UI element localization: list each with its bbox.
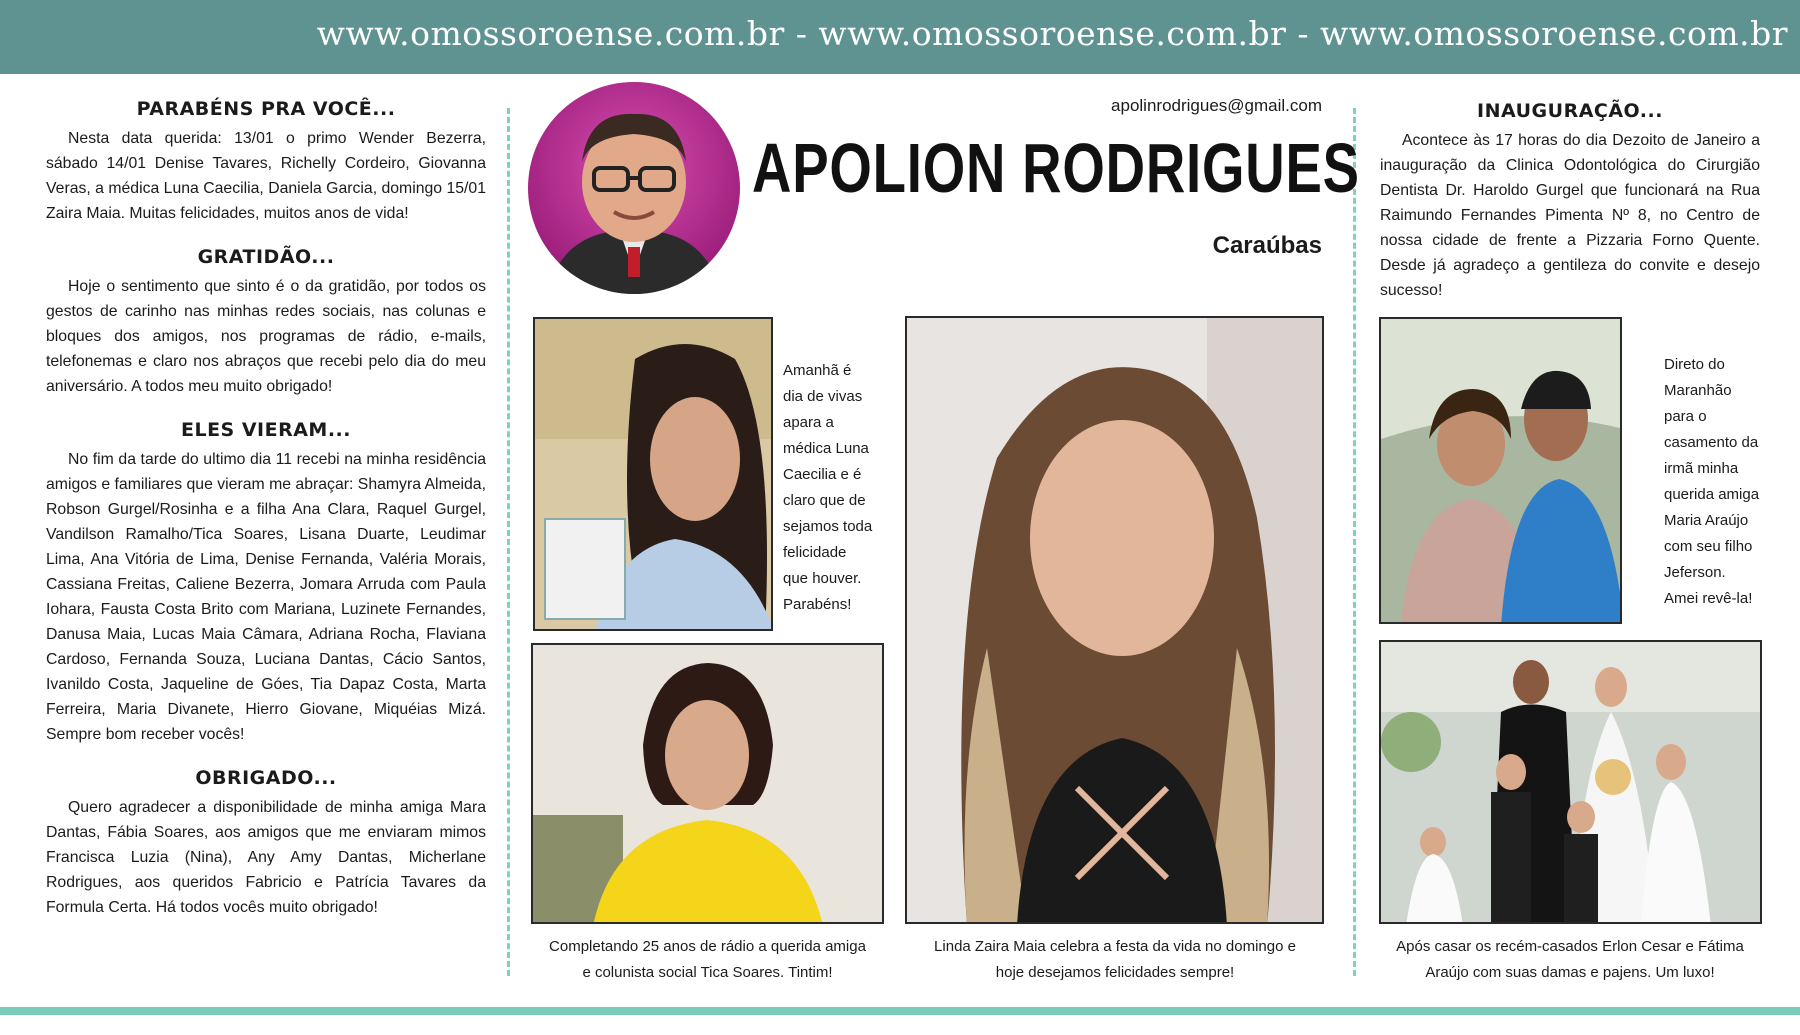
top-banner xyxy=(0,0,1800,74)
caption-maria: Direto do Maranhão para o casamento da irmã minha querida amiga Maria Araújo com seu filho Jeferson. Amei revê-la! xyxy=(1664,356,1760,607)
photo-tica xyxy=(531,643,884,924)
photo-zaira xyxy=(905,316,1324,924)
photo-maria xyxy=(1379,317,1622,624)
section-title: ELES VIERAM... xyxy=(180,419,351,441)
section-body: No fim da tarde do ultimo dia 11 recebi na minha residência amigos e familiares que vieram me abraçar: Shamyra Almeida, Robson Gurgel/Rosinha e a filha Ana Clara, Raquel Gurgel, Vandilson Ramalho/Tica Soares, Lisana Duarte, Leudimar Lima, Ana Vitória de Lima, Denise Fernanda, Valéria Morais, Cassiana Freitas, Caliene Bezerra, Jomara Arruda com Paula Iohara, Fausta Costa Brito com Mariana, Luzinete Fernandes, Danusa Maia, Lucas Maia Câmara, Adriana Rocha, Flaviana Cardoso, Fernanda Souza, Luciana Dantas, Cácio Santos, Ivanildo Costa, Jaqueline de Góes, Tia Dapaz Costa, Marta Ferreira, Maria Divanete, Hierro Giovane, Miquéias Mizá. Sempre bom receber vocês! xyxy=(46,451,486,743)
section-gratitude xyxy=(46,246,486,399)
section-title: OBRIGADO... xyxy=(195,767,337,789)
section-body: Acontece às 17 horas do dia Dezoito de Janeiro a inauguração da Clinica Odontológica do Cirurgião Dentista Dr. Haroldo Gurgel que funcionará na Rua Raimundo Fernandes Pimenta Nº 8, no Centro de nossa cidade de frente a Pizzaria Forno Quente. Desde já agradeço a gentileza do convite e desejo sucesso! xyxy=(1380,132,1760,299)
bottom-accent-line xyxy=(0,1007,1800,1015)
left-column xyxy=(46,98,486,940)
section-title: PARABÉNS PRA VOCÊ... xyxy=(136,98,396,120)
photo-wedding xyxy=(1379,640,1762,924)
right-column xyxy=(1380,100,1760,323)
photo-luna xyxy=(533,317,773,631)
caption-tica: Completando 25 anos de rádio a querida amiga e colunista social Tica Soares. Tintim! xyxy=(549,938,866,981)
section-thanks xyxy=(46,767,486,920)
columnist-name: APOLION RODRIGUES xyxy=(752,129,1360,207)
columnist-email: apolinrodrigues@gmail.com xyxy=(1111,96,1322,115)
section-body: Hoje o sentimento que sinto é o da gratidão, por todos os gestos de carinho nas minhas redes sociais, nas colunas e bloques dos amigos, nos programas de rádio, e-mails, telefonemas e claro nos abraços que recebi pelo dia do meu aniversário. A todos meu muito obrigado! xyxy=(46,278,486,395)
section-visitors xyxy=(46,419,486,747)
caption-zaira: Linda Zaira Maia celebra a festa da vida no domingo e hoje desejamos felicidades sempre! xyxy=(934,938,1296,981)
website-url-banner: www.omossoroense.com.br - www.omossoroense.com.br - www.omossoroense.com.br xyxy=(316,14,1788,53)
section-body: Nesta data querida: 13/01 o primo Wender Bezerra, sábado 14/01 Denise Tavares, Richelly Cordeiro, Giovanna Veras, a médica Luna Caecilia, Daniela Garcia, domingo 15/01 Zaira Maia. Muitas felicidades, muitos anos de vida! xyxy=(46,130,486,222)
column-divider-left xyxy=(507,108,510,976)
columnist-avatar xyxy=(528,82,740,294)
column-divider-right xyxy=(1353,108,1356,976)
caption-wedding: Após casar os recém-casados Erlon Cesar e Fátima Araújo com suas damas e pajens. Um luxo! xyxy=(1396,938,1744,981)
section-title: GRATIDÃO... xyxy=(197,246,335,268)
caption-luna: Amanhã é dia de vivas apara a médica Luna Caecilia e é claro que de sejamos toda felicidade que houver. Parabéns! xyxy=(783,362,873,613)
section-body: Quero agradecer a disponibilidade de minha amiga Mara Dantas, Fábia Soares, aos amigos que me enviaram mimos Francisca Luzia (Nina), Any Amy Dantas, Micherlane Rodrigues, aos queridos Fabricio e Patrícia Tavares da Formula Certa. Há todos vocês muito obrigado! xyxy=(46,799,486,916)
section-title: INAUGURAÇÃO... xyxy=(1477,100,1663,122)
columnist-city: Caraúbas xyxy=(1212,232,1322,259)
section-birthdays xyxy=(46,98,486,226)
